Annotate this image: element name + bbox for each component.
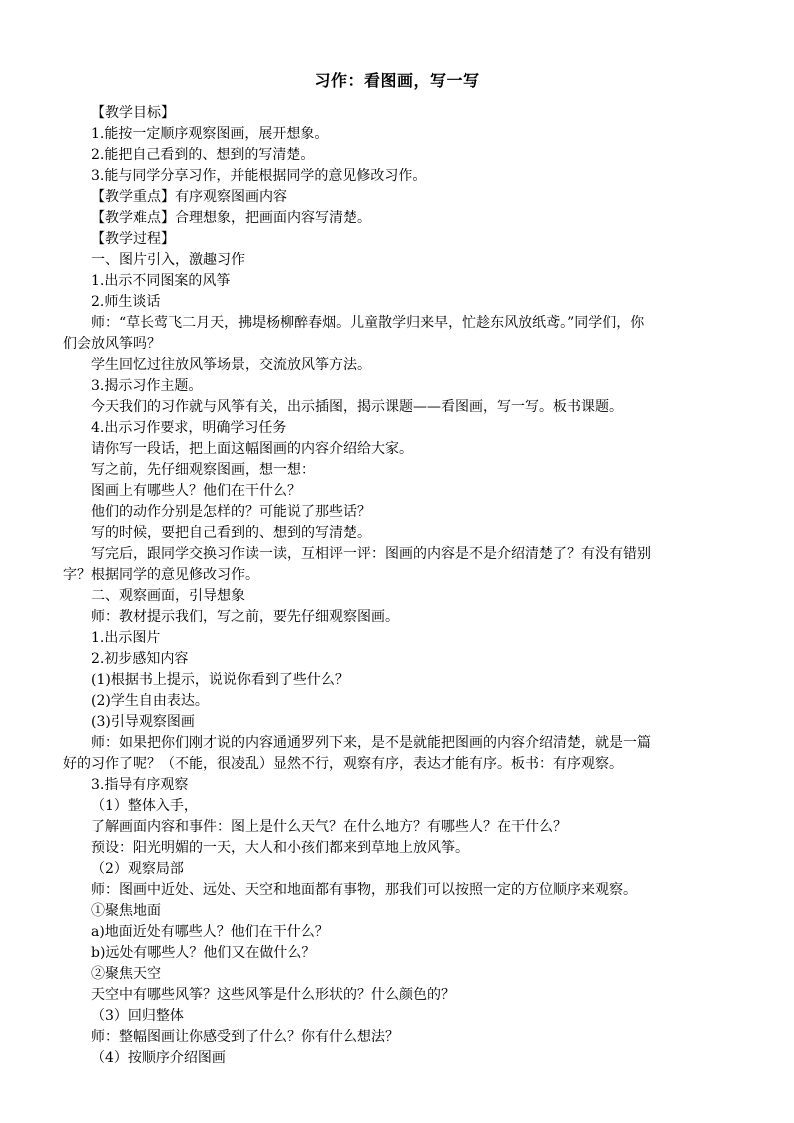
text-line: 写完后，跟同学交换习作读一读，互相评一评：图画的内容是不是介绍清楚了？有没有错别 <box>91 546 651 562</box>
text-line: 1.能按一定顺序观察图画，展开想象。 <box>91 126 329 142</box>
text-line: 3.能与同学分享习作，并能根据同学的意见修改习作。 <box>91 168 427 184</box>
text-line: 今天我们的习作就与风筝有关，出示插图，揭示课题——看图画，写一写。板书课题。 <box>91 399 623 415</box>
text-line: 【教学难点】合理想象，把画面内容写清楚。 <box>91 210 371 226</box>
text-line: （1）整体入手， <box>91 798 198 814</box>
text-line: 了解画面内容和事件：图上是什么天气？在什么地方？有哪些人？在干什么？ <box>91 819 567 835</box>
text-line: （2）观察局部 <box>91 861 184 877</box>
document-body <box>63 103 743 1069</box>
text-line: 好的习作了呢？（不能，很凌乱）显然不行，观察有序，表达才能有序。板书：有序观察。 <box>63 756 623 772</box>
text-line: ①聚焦地面 <box>91 903 161 919</box>
text-line: 2.师生谈话 <box>91 294 161 310</box>
text-line: 2.初步感知内容 <box>91 651 189 667</box>
text-line: 们会放风筝吗？ <box>63 336 161 352</box>
text-line: 写之前，先仔细观察图画，想一想： <box>91 462 315 478</box>
text-line: 【教学过程】 <box>91 231 175 247</box>
text-line: a)地面近处有哪些人？他们在干什么？ <box>91 924 329 940</box>
text-line: (3)引导观察图画 <box>91 714 195 730</box>
text-line: （4）按顺序介绍图画 <box>91 1050 226 1066</box>
text-line: 1.出示图片 <box>91 630 161 646</box>
text-line: 1.出示不同图案的风筝 <box>91 273 231 289</box>
text-line: 师：“草长莺飞二月天，拂堤杨柳醉春烟。儿童散学归来早，忙趁东风放纸鸢。”同学们，你 <box>91 315 645 331</box>
text-line: （3）回归整体 <box>91 1008 184 1024</box>
text-line: 字？根据同学的意见修改习作。 <box>63 567 259 583</box>
text-line: 师：教材提示我们，写之前，要先仔细观察图画。 <box>91 609 399 625</box>
text-line: 师：如果把你们刚才说的内容通通罗列下来，是不是就能把图画的内容介绍清楚，就是一篇 <box>91 735 651 751</box>
text-line: 3.揭示习作主题。 <box>91 378 203 394</box>
text-line: 请你写一段话，把上面这幅图画的内容介绍给大家。 <box>91 441 413 457</box>
text-line: 学生回忆过往放风筝场景，交流放风筝方法。 <box>91 357 371 373</box>
text-line: 师：整幅图画让你感受到了什么？你有什么想法？ <box>91 1029 399 1045</box>
text-line: 他们的动作分别是怎样的？可能说了那些话？ <box>91 504 371 520</box>
text-line: 4.出示习作要求，明确学习任务 <box>91 420 287 436</box>
text-line: 3.指导有序观察 <box>91 777 189 793</box>
text-line: ②聚焦天空 <box>91 966 161 982</box>
text-line: 天空中有哪些风筝？这些风筝是什么形状的？什么颜色的？ <box>91 987 455 1003</box>
text-line: (2)学生自由表达。 <box>91 693 209 709</box>
text-line: 图画上有哪些人？他们在干什么？ <box>91 483 301 499</box>
text-line: 二、观察画面，引导想象 <box>91 588 245 604</box>
text-line: 【教学目标】 <box>91 105 175 121</box>
text-line: 2.能把自己看到的、想到的写清楚。 <box>91 147 315 163</box>
text-line: 师：图画中近处、远处、天空和地面都有事物，那我们可以按照一定的方位顺序来观察。 <box>91 882 637 898</box>
text-line: 预设：阳光明媚的一天，大人和小孩们都来到草地上放风筝。 <box>91 840 469 856</box>
text-line: 一、图片引入，激趣习作 <box>91 252 245 268</box>
page-title: 习作：看图画，写一写 <box>314 71 480 90</box>
text-line: (1)根据书上提示，说说你看到了些什么？ <box>91 672 349 688</box>
text-line: 写的时候，要把自己看到的、想到的写清楚。 <box>91 525 371 541</box>
text-line: b)远处有哪些人？他们又在做什么？ <box>91 945 316 961</box>
text-line: 【教学重点】有序观察图画内容 <box>91 189 287 205</box>
